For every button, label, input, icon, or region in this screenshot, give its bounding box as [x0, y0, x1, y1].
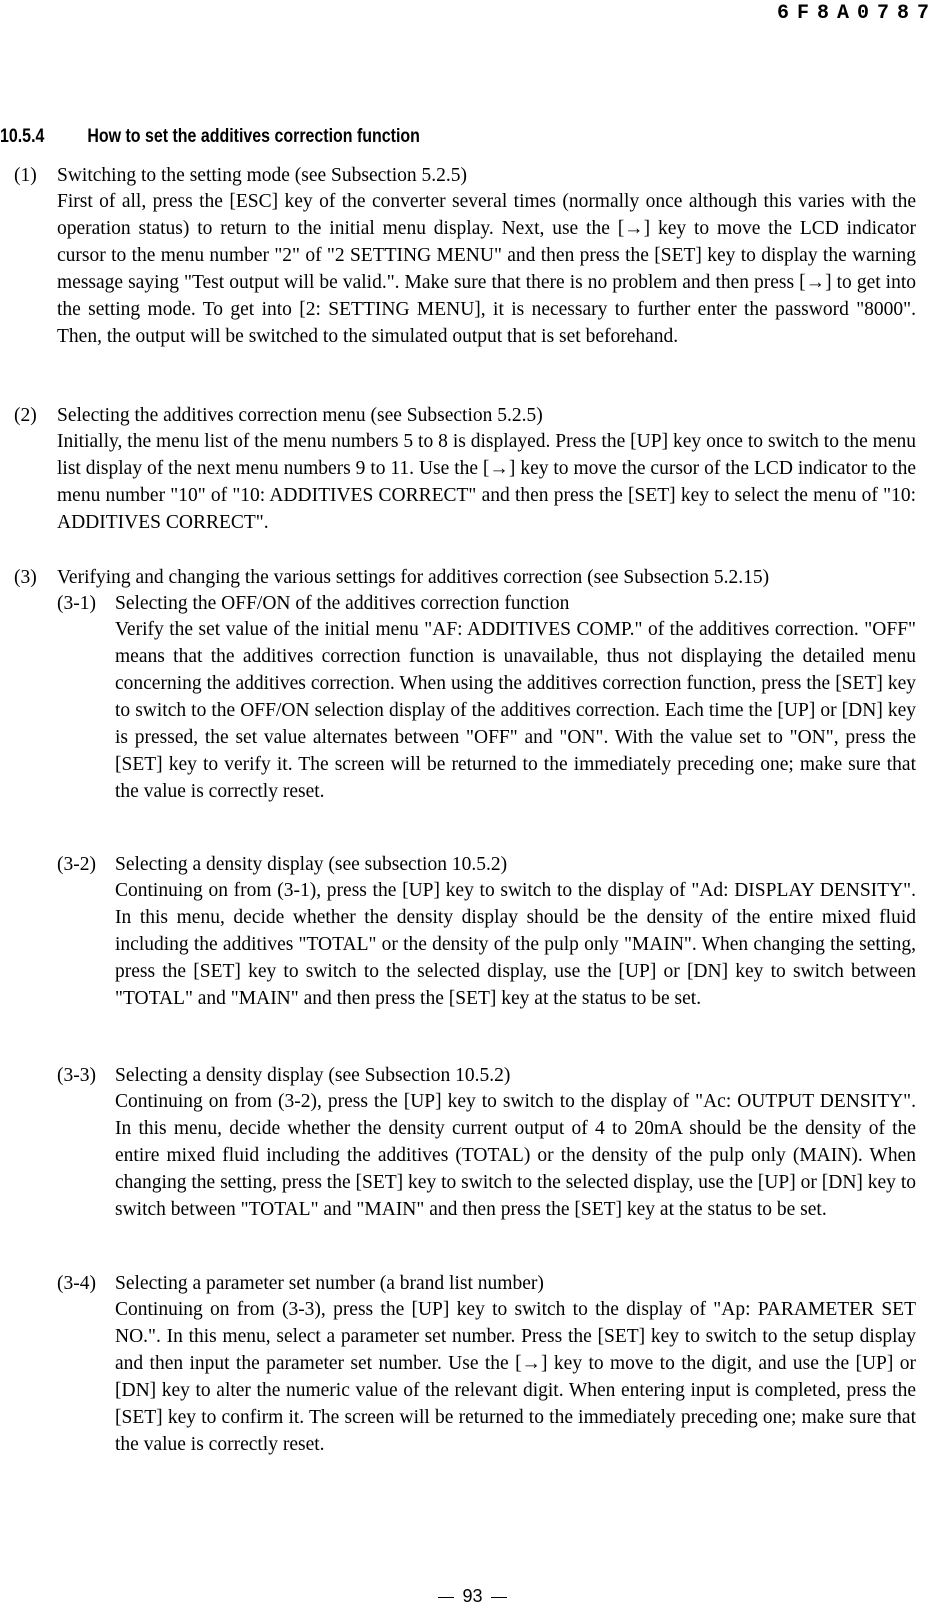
- item-title: Selecting the additives correction menu (see Subsection 5.2.5): [57, 405, 543, 426]
- item-title: Verifying and changing the various settings for additives correction (see Subsection 5.2.15): [57, 567, 770, 588]
- document-id: 6F8A0787: [776, 2, 937, 25]
- subitem-body: Verify the set value of the initial menu "AF: ADDITIVES COMP." of the additives correction. "OFF" means that the additives correction function is unavailable, thus not displaying the detailed menu concerning the additives correction. When using the additives correction function, press the [SET] key to switch to the OFF/ON selection display of the additives correction. Each time the [UP] or [DN] key is pressed, the set value alternates between "OFF" and "ON". With the value set to "ON", press the [SET] key to verify it. The screen will be returned to the immediately preceding one; make sure that the value is correctly reset.: [115, 619, 916, 802]
- section-title: How to set the additives correction function: [87, 126, 420, 147]
- subitem-body: Continuing on from (3-1), press the [UP] key to switch to the display of "Ad: DISPLAY DENSITY". In this menu, decide whether the density display should be the density of the entire mixed fluid including the additives "TOTAL" or the density of the pulp only "MAIN". When changing the setting, press the [SET] key to switch to the selected display, use the [UP] or [DN] key to switch between "TOTAL" and "MAIN" and then press the [SET] key at the status to be set.: [115, 880, 916, 1009]
- subitem-title: Selecting a density display (see subsection 10.5.2): [115, 854, 508, 875]
- item-label: (2): [14, 405, 37, 426]
- dash-left: [438, 1597, 454, 1598]
- subitem-label: (3-1): [57, 593, 96, 614]
- page-number: [0, 1586, 945, 1607]
- subitem-title: Selecting a parameter set number (a brand list number): [115, 1273, 544, 1294]
- subitem-body: Continuing on from (3-2), press the [UP] key to switch to the display of "Ac: OUTPUT DENSITY". In this menu, decide whether the density current output of 4 to 20mA should be the density of the entire mixed fluid including the additives (TOTAL) or the density of the pulp only (MAIN). When changing the setting, press the [SET] key to switch to the selected display, use the [UP] or [DN] key to switch between "TOTAL" and "MAIN" and then press the [SET] key at the status to be set.: [115, 1091, 916, 1220]
- item-label: (1): [14, 165, 37, 186]
- section-heading: [0, 126, 420, 148]
- item-body: First of all, press the [ESC] key of the converter several times (normally once although this varies with the operation status) to return to the initial menu display. Next, use the [→] key to move the LCD indicator cursor to the menu number "2" of "2 SETTING MENU" and then press the [SET] key to display the warning message saying "Test output will be valid.". Make sure that there is no problem and then press [→] to get into the setting mode. To get into [2: SETTING MENU], it is necessary to further enter the password "8000". Then, the output will be switched to the simulated output that is set beforehand.: [57, 191, 916, 347]
- subitem-label: (3-4): [57, 1273, 96, 1294]
- item-label: (3): [14, 567, 37, 588]
- item-body: Initially, the menu list of the menu numbers 5 to 8 is displayed. Press the [UP] key once to switch to the menu list display of the next menu numbers 9 to 11. Use the [→] key to move the cursor of the LCD indicator to the menu number "10" of "10: ADDITIVES CORRECT" and then press the [SET] key to select the menu of "10: ADDITIVES CORRECT".: [57, 431, 916, 533]
- item-title: Switching to the setting mode (see Subsection 5.2.5): [57, 165, 467, 186]
- subitem-label: (3-3): [57, 1065, 96, 1086]
- subitem-body: Continuing on from (3-3), press the [UP] key to switch to the display of "Ap: PARAMETER SET NO.". In this menu, select a parameter set number. Press the [SET] key to switch to the setup display and then input the parameter set number. Use the [→] key to move to the digit, and use the [UP] or [DN] key to alter the numeric value of the relevant digit. When entering input is completed, press the [SET] key to confirm it. The screen will be returned to the immediately preceding one; make sure that the value is correctly reset.: [115, 1299, 916, 1455]
- page-number-value: 93: [462, 1586, 483, 1606]
- dash-right: [491, 1597, 507, 1598]
- section-number: 10.5.4: [0, 126, 45, 147]
- subitem-label: (3-2): [57, 854, 96, 875]
- subitem-title: Selecting a density display (see Subsection 10.5.2): [115, 1065, 511, 1086]
- subitem-title: Selecting the OFF/ON of the additives correction function: [115, 593, 570, 614]
